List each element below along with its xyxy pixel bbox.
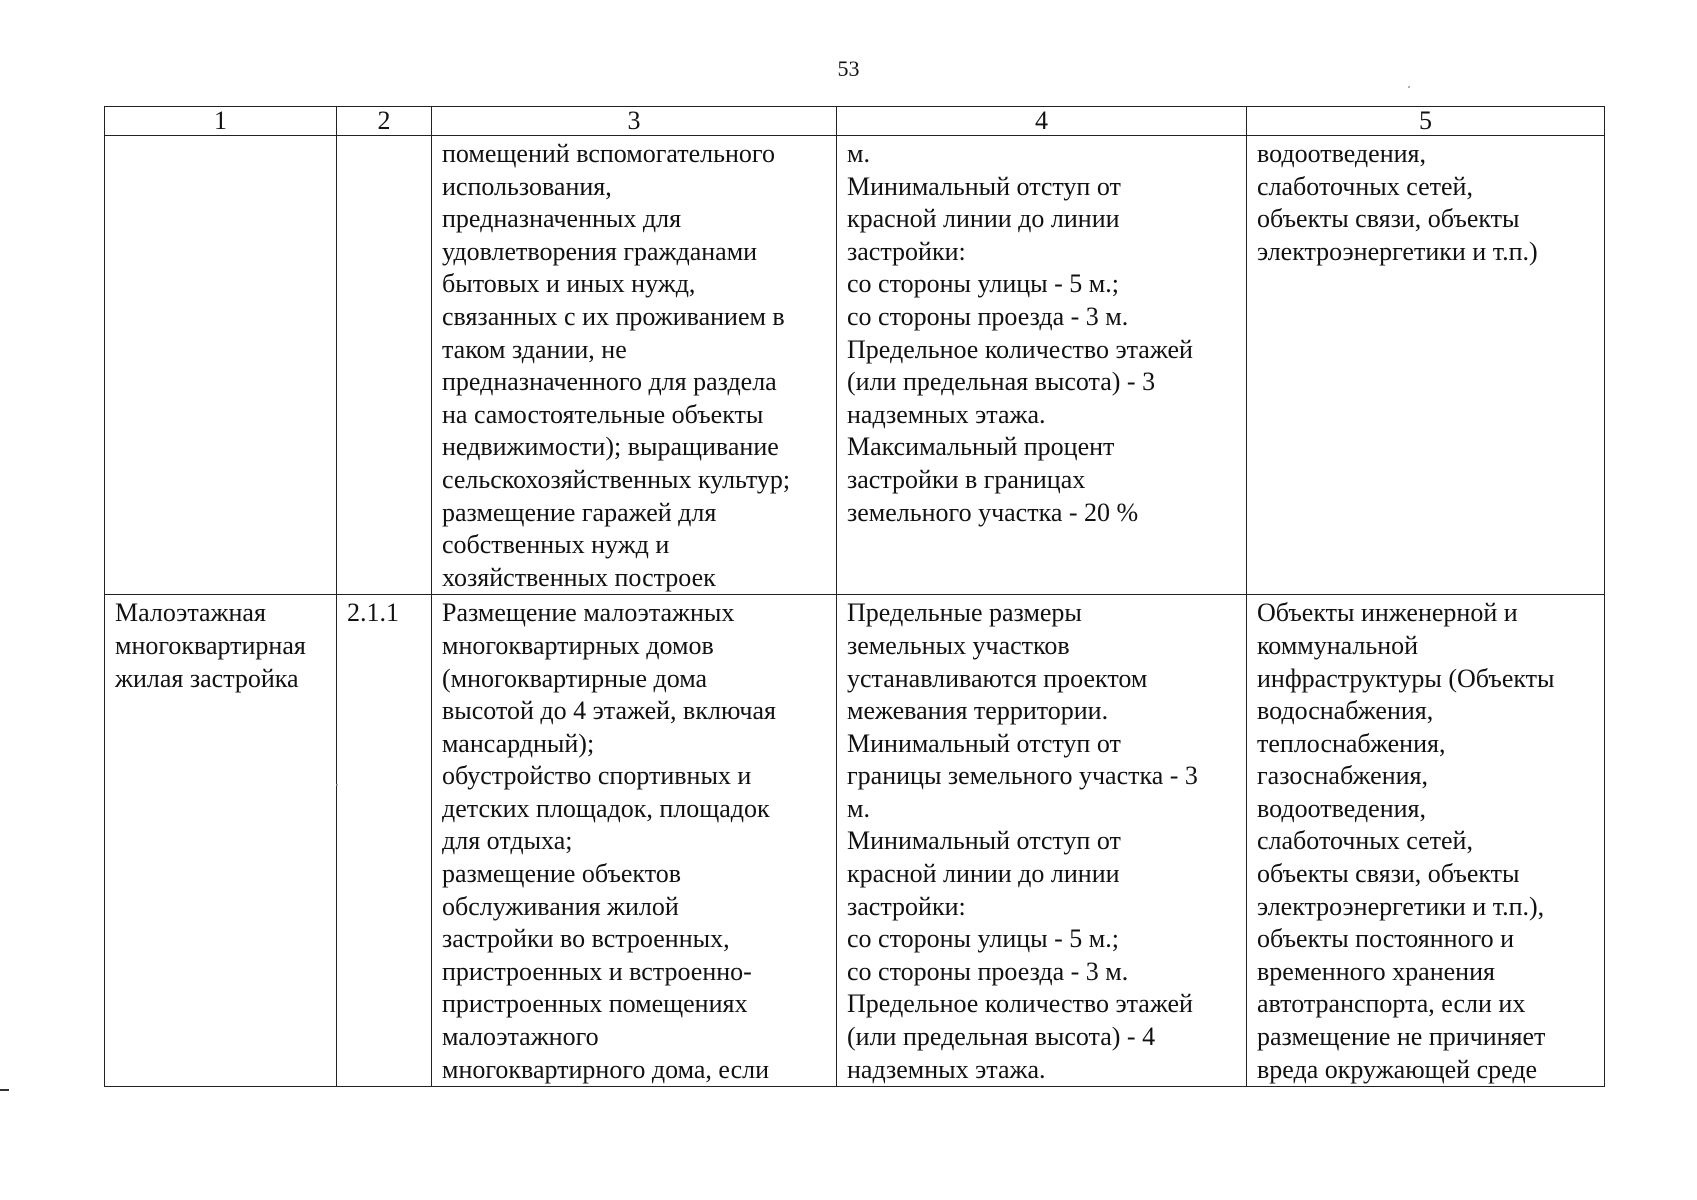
cell-use-description: Размещение малоэтажных многоквартирных домов (многоквартирные дома высотой до 4 этажей, включая мансардный); обустройство спортивных и детских площадок, площадок для отдыха; размещение объектов обслуживания жилой застройки во встроенных, пристроенных и встроенно- пристроенных помещениях малоэтажного многоквартирного дома, если [432,595,837,1087]
cell-auxiliary-uses: Объекты инженерной и коммунальной инфраструктуры (Объекты водоснабжения, теплоснабжения, газоснабжения, водоотведения, слаботочных сетей, объекты связи, объекты электроэнергетики и т.п.), объекты постоянного и временного хранения автотранспорта, если их размещение не причиняет вреда окружающей среде [1247,595,1605,1087]
table-row [105,136,1605,595]
zoning-table [104,106,1605,1087]
cell-use-code [337,136,432,595]
scan-speck [336,784,338,786]
header-col-3: 3 [432,107,837,136]
header-row [105,107,1605,136]
cell-auxiliary-uses: водоотведения, слаботочных сетей, объекты связи, объекты электроэнергетики и т.п.) [1247,136,1605,595]
header-col-4: 4 [837,107,1247,136]
scan-margin-mark [0,1089,9,1091]
scan-speck [1408,86,1410,88]
header-col-5: 5 [1247,107,1605,136]
cell-use-code: 2.1.1 [337,595,432,1087]
cell-parameters: Предельные размеры земельных участков устанавливаются проектом межевания территории. Минимальный отступ от границы земельного участка - 3 м. Минимальный отступ от красной линии до линии застройки: со стороны улицы - 5 м.; со стороны проезда - 3 м. Предельное количество этажей (или предельная высота) - 4 надземных этажа. [837,595,1247,1087]
header-col-1: 1 [105,107,337,136]
page-number: 53 [837,56,860,81]
cell-parameters: м. Минимальный отступ от красной линии до линии застройки: со стороны улицы - 5 м.; со стороны проезда - 3 м. Предельное количество этажей (или предельная высота) - 3 надземных этажа. Максимальный процент застройки в границах земельного участка - 20 % [837,136,1247,595]
cell-use-name [105,136,337,595]
header-col-2: 2 [337,107,432,136]
cell-use-name: Малоэтажная многоквартирная жилая застройка [105,595,337,1087]
table-row [105,595,1605,1087]
cell-use-description: помещений вспомогательного использования, предназначенных для удовлетворения гражданами бытовых и иных нужд, связанных с их проживанием в таком здании, не предназначенного для раздела на самостоятельные объекты недвижимости); выращивание сельскохозяйственных культур; размещение гаражей для собственных нужд и хозяйственных построек [432,136,837,595]
